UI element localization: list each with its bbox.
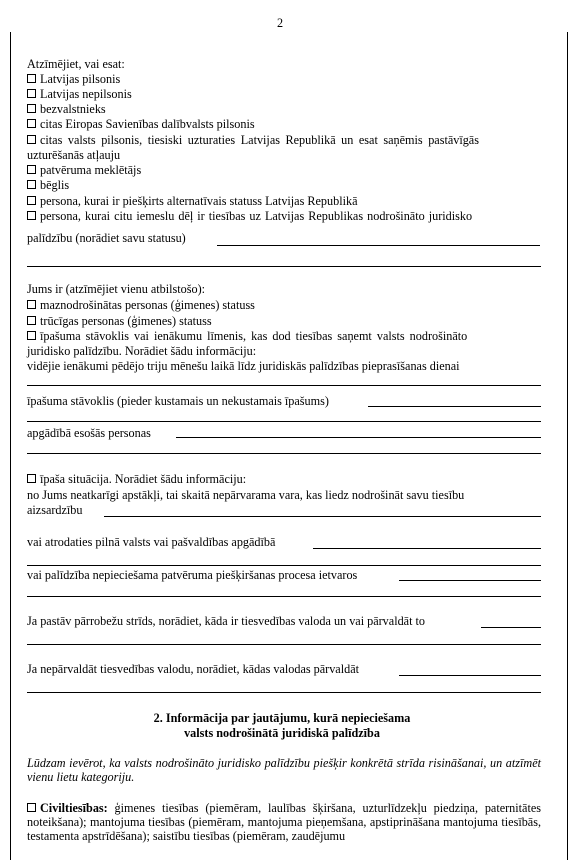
checkbox-icon[interactable]	[27, 300, 36, 309]
checkbox-icon[interactable]	[27, 474, 36, 483]
citizenship-option[interactable]: citas Eiropas Savienības dalībvalsts pilsonis	[27, 117, 255, 131]
entitlement-option-cont: juridisko palīdzību. Norādiet šādu informāciju:	[27, 344, 257, 358]
dependents-label: apgādībā esošās personas	[27, 426, 151, 440]
entitlement-option[interactable]: maznodrošinātas personas (ģimenes) statuss	[27, 298, 255, 312]
crossborder-input-line[interactable]	[481, 627, 541, 628]
income-input-line[interactable]	[27, 385, 541, 386]
divider	[27, 596, 541, 597]
entitlement-intro: Jums ir (atzīmējiet vienu atbilstošo):	[27, 282, 206, 296]
entitlement-option[interactable]: īpašuma stāvoklis vai ienākumu līmenis, kas dod tiesības saņemt valsts nodrošināto	[27, 329, 467, 343]
special-option[interactable]: īpaša situācija. Norādiet šādu informāciju:	[27, 472, 246, 486]
languages-input-line[interactable]	[399, 675, 541, 676]
asylum-label: vai palīdzība nepieciešama patvēruma piešķiršanas procesa ietvaros	[27, 568, 358, 582]
divider	[27, 266, 541, 267]
state-care-label: vai atrodaties pilnā valsts vai pašvaldības apgādībā	[27, 535, 276, 549]
checkbox-icon[interactable]	[27, 180, 36, 189]
checkbox-icon[interactable]	[27, 74, 36, 83]
civil-category-title: Civiltiesības:	[40, 801, 108, 815]
checkbox-icon[interactable]	[27, 316, 36, 325]
checkbox-icon[interactable]	[27, 89, 36, 98]
civil-category-text: ģimenes tiesības (piemēram, laulības šķiršana, uzturlīdzekļu piedziņa, paternitātes noteikšana); mantojuma tiesības (piemēram, mantojuma pieņemšana, apstiprināšana mantojuma tiesībās, testamenta apstrīdēšana); saistību tiesības (piemēram, zaudējumu	[27, 801, 541, 843]
circumstances-input-line[interactable]	[104, 516, 541, 517]
category-note: Lūdzam ievērot, ka valsts nodrošināto juridisko palīdzību piešķir konkrētā strīda risināšanai, un atzīmēt vienu lietu kategoriju.	[27, 756, 541, 784]
state-care-input-line[interactable]	[313, 548, 541, 549]
divider	[27, 692, 541, 693]
divider	[27, 421, 541, 422]
citizenship-option[interactable]: patvēruma meklētājs	[27, 163, 141, 177]
asylum-input-line[interactable]	[399, 580, 541, 581]
divider	[27, 453, 541, 454]
circumstances-label: no Jums neatkarīgi apstākļi, tai skaitā nepārvarama vara, kas liedz nodrošināt savu tiesību	[27, 488, 465, 502]
citizenship-option[interactable]: persona, kurai ir piešķirts alternatīvais statuss Latvijas Republikā	[27, 194, 357, 208]
property-input-line[interactable]	[368, 406, 541, 407]
checkbox-icon[interactable]	[27, 135, 36, 144]
citizenship-option[interactable]: persona, kurai citu iemeslu dēļ ir tiesības uz Latvijas Republikas nodrošināto juridisko	[27, 209, 472, 223]
divider	[27, 644, 541, 645]
checkbox-icon[interactable]	[27, 803, 36, 812]
citizenship-option[interactable]: bezvalstnieks	[27, 102, 106, 116]
citizenship-option[interactable]: Latvijas nepilsonis	[27, 87, 132, 101]
property-label: īpašuma stāvoklis (pieder kustamais un nekustamais īpašums)	[27, 394, 329, 408]
circumstances-label-cont: aizsardzību	[27, 503, 83, 517]
checkbox-icon[interactable]	[27, 196, 36, 205]
checkbox-icon[interactable]	[27, 104, 36, 113]
languages-label: Ja nepārvaldāt tiesvedības valodu, norādiet, kādas valodas pārvaldāt	[27, 662, 359, 676]
citizenship-option[interactable]: Latvijas pilsonis	[27, 72, 120, 86]
checkbox-icon[interactable]	[27, 331, 36, 340]
citizenship-option[interactable]: citas valsts pilsonis, tiesiski uzturaties Latvijas Republikā un esat saņēmis pastāvīgās	[27, 133, 479, 147]
entitlement-option[interactable]: trūcīgas personas (ģimenes) statuss	[27, 314, 212, 328]
citizenship-option[interactable]: bēglis	[27, 178, 69, 192]
divider	[27, 565, 541, 566]
section-heading: 2. Informācija par jautājumu, kurā nepieciešama	[153, 711, 411, 725]
status-label: palīdzību (norādiet savu statusu)	[27, 231, 186, 245]
checkbox-icon[interactable]	[27, 165, 36, 174]
page-number: 2	[277, 16, 284, 30]
income-label: vidējie ienākumi pēdējo triju mēnešu laikā līdz juridiskās palīdzības pieprasīšanas dienai	[27, 359, 460, 373]
civil-category-option[interactable]	[27, 801, 541, 843]
crossborder-label: Ja pastāv pārrobežu strīds, norādiet, kāda ir tiesvedības valoda un vai pārvaldāt to	[27, 614, 425, 628]
citizenship-intro: Atzīmējiet, vai esat:	[27, 57, 125, 71]
dependents-input-line[interactable]	[176, 437, 541, 438]
checkbox-icon[interactable]	[27, 119, 36, 128]
section-heading-cont: valsts nodrošinātā juridiskā palīdzība	[184, 726, 380, 740]
checkbox-icon[interactable]	[27, 211, 36, 220]
status-input-line[interactable]	[217, 245, 540, 246]
citizenship-option-cont: uzturēšanās atļauju	[27, 148, 121, 162]
